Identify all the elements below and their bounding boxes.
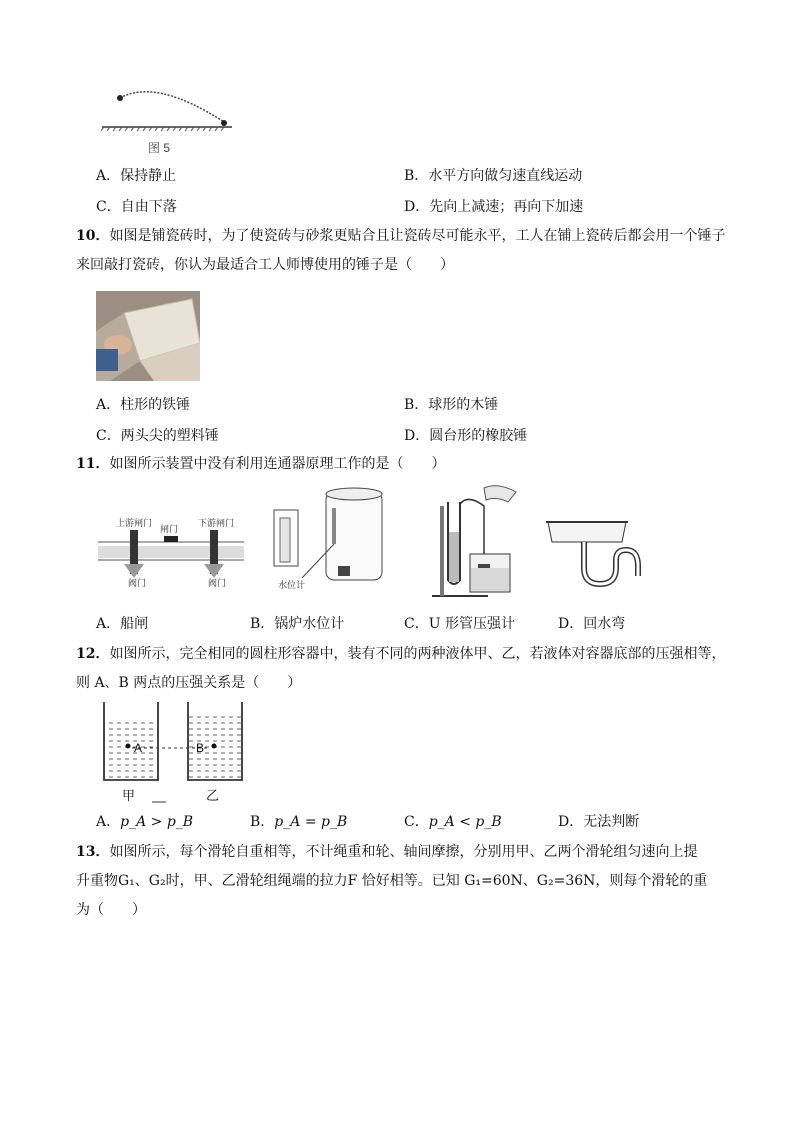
svg-text:阀门: 阀门 [208,579,227,588]
svg-text:B: B [196,741,205,755]
q12-stem: 12．如图所示，完全相同的圆柱形容器中，装有不同的两种液体甲、乙，若液体对容器底部的压强相等，则 A、B 两点的压强关系是（ ） [76,646,726,691]
svg-text:上游闸门: 上游闸门 [116,519,153,529]
q11-option-a: A．船闸 [96,616,149,632]
q12-option-c: C．p_A < p_B [404,814,502,830]
q11-figure-ship-lock [98,512,244,588]
q13-line2: 升重物G₁、G₂时，甲、乙滑轮组绳端的拉力F 恰好相等。已知 G₁=60N、G₂=36N，则每个滑轮的重 [76,873,708,889]
q11-figure-sink-trap [546,516,644,588]
q12-option-d: D．无法判断 [558,814,640,830]
q12-option-b: B．p_A = p_B [250,814,348,830]
q9-option-d: D．先向上减速；再向下加速 [404,199,584,215]
svg-text:下游闸门: 下游闸门 [198,519,235,529]
svg-text:阀门: 阀门 [128,579,147,588]
svg-text:水位计: 水位计 [278,581,306,591]
q10-option-a: A．柱形的铁锤 [96,397,191,413]
q13-stem: 13．如图所示，每个滑轮自重相等，不计绳重和轮、轴间摩擦，分别用甲、乙两个滑轮组匀速向上提 升重物G₁、G₂时，甲、乙滑轮组绳端的拉力F 恰好相等。已知 G₁=60N、G₂=36N，则每个滑轮的重 为（ ） [76,838,726,925]
svg-text:乙: 乙 [206,789,220,804]
q9-option-b: B．水平方向做匀速直线运动 [404,168,583,184]
q10-option-c: C．两头尖的塑料锤 [96,428,219,444]
q12-option-a-math: p_A > p_B [120,814,194,830]
q12-option-b-math: p_A = p_B [274,814,348,830]
svg-text:甲: 甲 [122,789,136,804]
q9-figure-label: 图 5 [148,141,171,155]
q12-option-c-math: p_A < p_B [428,814,502,830]
q9-option-a: A．保持静止 [96,168,177,184]
q10-tile-photo [96,291,200,381]
q10-option-b: B．球形的木锤 [404,397,499,413]
q12-figure-containers [100,702,246,804]
q10-stem: 10．如图是铺瓷砖时，为了使瓷砖与砂浆更贴合且让瓷砖尽可能永平，工人在铺上瓷砖后都会用一个锤子来回敲打瓷砖，你认为最适合工人师博使用的锤子是（ ） [76,228,726,273]
q11-option-b: B．锅炉水位计 [250,616,345,632]
q13-line3: 为（ ） [76,902,146,918]
q11-stem: 11．如图所示装置中没有利用连通器原理工作的是（ ） [76,456,446,472]
q11-figure-u-tube [428,484,520,598]
q10-option-d: D．圆台形的橡胶锤 [404,428,528,444]
q9-option-c: C．自由下落 [96,199,177,215]
q9-figure [96,84,236,156]
q11-figure-boiler-gauge [266,484,392,592]
svg-text:A: A [134,741,143,755]
q11-option-d: D．回水弯 [558,616,626,632]
svg-text:闸门: 闸门 [160,525,179,535]
q12-option-a: A．p_A > p_B [96,814,194,830]
q11-option-c: C．U 形管压强计 [404,616,515,632]
